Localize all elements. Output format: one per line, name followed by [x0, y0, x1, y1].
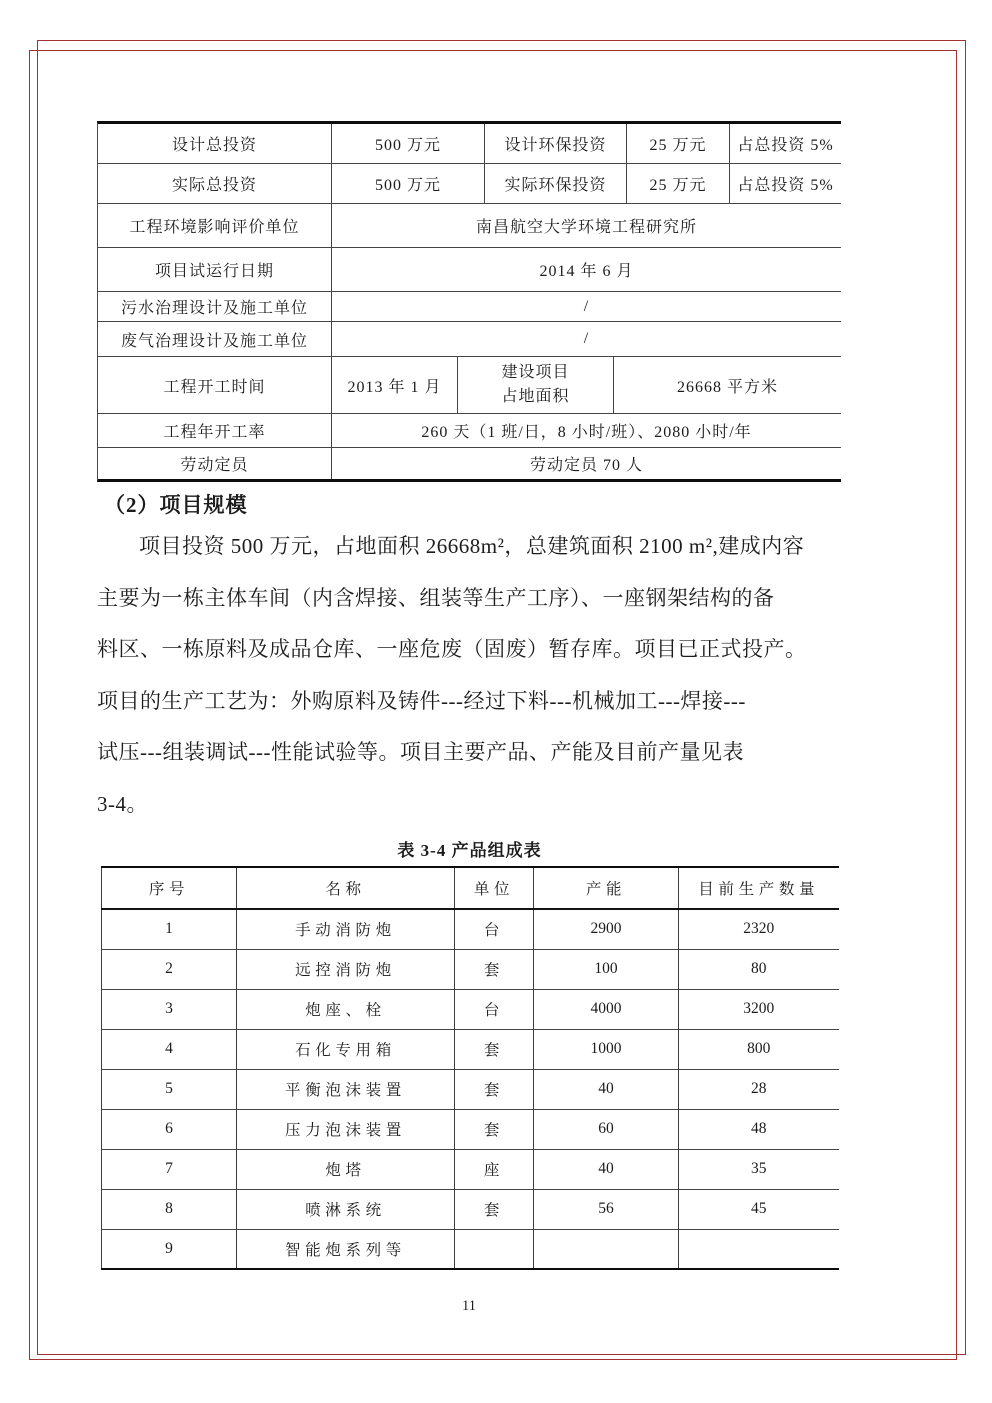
paragraph-line: 试压---组装调试---性能试验等。项目主要产品、产能及目前产量见表: [97, 740, 744, 764]
product-name: 压力泡沫装置: [237, 1109, 455, 1149]
product-index: 1: [102, 909, 237, 949]
info-label: 实际总投资: [171, 177, 257, 194]
product-name: 智能炮系列等: [237, 1229, 455, 1269]
product-output: 80: [679, 949, 839, 989]
product-capacity: 40: [534, 1069, 679, 1109]
table-row: [98, 164, 841, 204]
product-name: 炮座、栓: [237, 989, 455, 1029]
product-table: [101, 866, 839, 1270]
info-value: 劳动定员 70 人: [331, 448, 841, 479]
info-label: 工程开工时间: [163, 378, 266, 396]
table-row: [98, 204, 841, 248]
product-name: 远控消防炮: [237, 949, 455, 989]
info-value: /: [331, 292, 841, 321]
table-row: [102, 1229, 839, 1269]
product-index: 4: [102, 1029, 237, 1069]
product-index: 7: [102, 1149, 237, 1189]
info-value: 2014 年 6 月: [331, 248, 841, 291]
page-number: 11: [462, 1298, 476, 1314]
table-row: [102, 989, 839, 1029]
info-value: 南昌航空大学环境工程研究所: [331, 204, 841, 247]
info-value: 26668 平方米: [613, 357, 841, 413]
table-row: [102, 1109, 839, 1149]
section-heading: （2）项目规模: [104, 493, 248, 517]
product-name: 平衡泡沫装置: [237, 1069, 455, 1109]
info-label: 设计环保投资: [484, 124, 626, 163]
product-index: 9: [102, 1229, 237, 1269]
table-row: [98, 124, 841, 164]
info-value: 2013 年 1 月: [331, 357, 457, 413]
product-name: 手动消防炮: [237, 909, 455, 949]
product-capacity: 100: [534, 949, 679, 989]
info-label-line: 占地面积: [501, 388, 570, 405]
product-output: 45: [679, 1189, 839, 1229]
product-unit: 座: [455, 1149, 534, 1189]
info-label: 劳动定员: [180, 457, 249, 474]
product-index: 5: [102, 1069, 237, 1109]
product-capacity: 40: [534, 1149, 679, 1189]
column-header: 序号: [102, 867, 237, 909]
product-capacity: [534, 1229, 679, 1269]
info-value: 500 万元: [331, 164, 484, 203]
column-header: 目前生产数量: [679, 867, 839, 909]
body-paragraph: [97, 521, 845, 830]
info-value: 25 万元: [626, 164, 729, 203]
info-label: 工程年开工率: [163, 424, 266, 441]
table-row: [98, 322, 841, 357]
product-output: 35: [679, 1149, 839, 1189]
product-index: 2: [102, 949, 237, 989]
info-value: 500 万元: [331, 124, 484, 163]
product-unit: 台: [455, 909, 534, 949]
product-capacity: 60: [534, 1109, 679, 1149]
table-row: [98, 357, 841, 414]
product-capacity: 56: [534, 1189, 679, 1229]
table-row: [98, 292, 841, 322]
info-value: 占总投资 5%: [729, 164, 841, 203]
product-unit: 套: [455, 949, 534, 989]
info-label: 项目试运行日期: [154, 263, 274, 280]
table-row: [102, 1069, 839, 1109]
paragraph-line: 主要为一栋主体车间（内含焊接、组装等生产工序）、一座钢架结构的备: [97, 585, 775, 610]
product-index: 8: [102, 1189, 237, 1229]
product-output: [679, 1229, 839, 1269]
column-header: 单位: [455, 867, 534, 909]
product-name: 喷淋系统: [237, 1189, 455, 1229]
info-label-line: 建设项目: [501, 364, 570, 381]
info-value: 占总投资 5%: [729, 124, 841, 163]
product-name: 石化专用箱: [237, 1029, 455, 1069]
info-label: 废气治理设计及施工单位: [120, 332, 308, 350]
product-unit: [455, 1229, 534, 1269]
info-label: 实际环保投资: [484, 164, 626, 203]
table-row: [102, 1029, 839, 1069]
info-value: /: [331, 322, 841, 356]
table-row: [102, 1149, 839, 1189]
info-value: 25 万元: [626, 124, 729, 163]
table-row: [102, 949, 839, 989]
table-row: [102, 909, 839, 949]
paragraph-line: 项目的生产工艺为：外购原料及铸件---经过下料---机械加工---焊接---: [97, 688, 746, 713]
paragraph-line: 3-4。: [97, 791, 148, 816]
product-unit: 套: [455, 1109, 534, 1149]
table-row: [102, 1189, 839, 1229]
paragraph-line: 料区、一栋原料及成品仓库、一座危废（固废）暂存库。项目已正式投产。: [97, 637, 807, 661]
info-label: 设计总投资: [171, 137, 257, 154]
product-index: 6: [102, 1109, 237, 1149]
paragraph-line: 项目投资 500 万元，占地面积 26668m²，总建筑面积 2100 m²,建成内容: [139, 534, 805, 558]
product-name: 炮塔: [237, 1149, 455, 1189]
info-label: 工程环境影响评价单位: [129, 219, 300, 236]
product-capacity: 2900: [534, 909, 679, 949]
product-unit: 套: [455, 1189, 534, 1229]
table-header-row: [102, 867, 839, 909]
product-output: 48: [679, 1109, 839, 1149]
table-row: [98, 448, 841, 479]
product-table-caption: 表 3-4 产品组成表: [397, 841, 542, 860]
product-unit: 套: [455, 1029, 534, 1069]
product-output: 3200: [679, 989, 839, 1029]
table-row: [98, 248, 841, 292]
project-info-table: [97, 121, 841, 482]
info-label: [457, 357, 613, 413]
product-capacity: 4000: [534, 989, 679, 1029]
column-header: 名称: [237, 867, 455, 909]
column-header: 产能: [534, 867, 679, 909]
product-capacity: 1000: [534, 1029, 679, 1069]
product-output: 2320: [679, 909, 839, 949]
info-value: 260 天（1 班/日，8 小时/班）、2080 小时/年: [331, 414, 841, 447]
product-index: 3: [102, 989, 237, 1029]
table-row: [98, 414, 841, 448]
product-output: 28: [679, 1069, 839, 1109]
product-unit: 套: [455, 1069, 534, 1109]
product-unit: 台: [455, 989, 534, 1029]
product-output: 800: [679, 1029, 839, 1069]
info-label: 污水治理设计及施工单位: [120, 300, 308, 317]
